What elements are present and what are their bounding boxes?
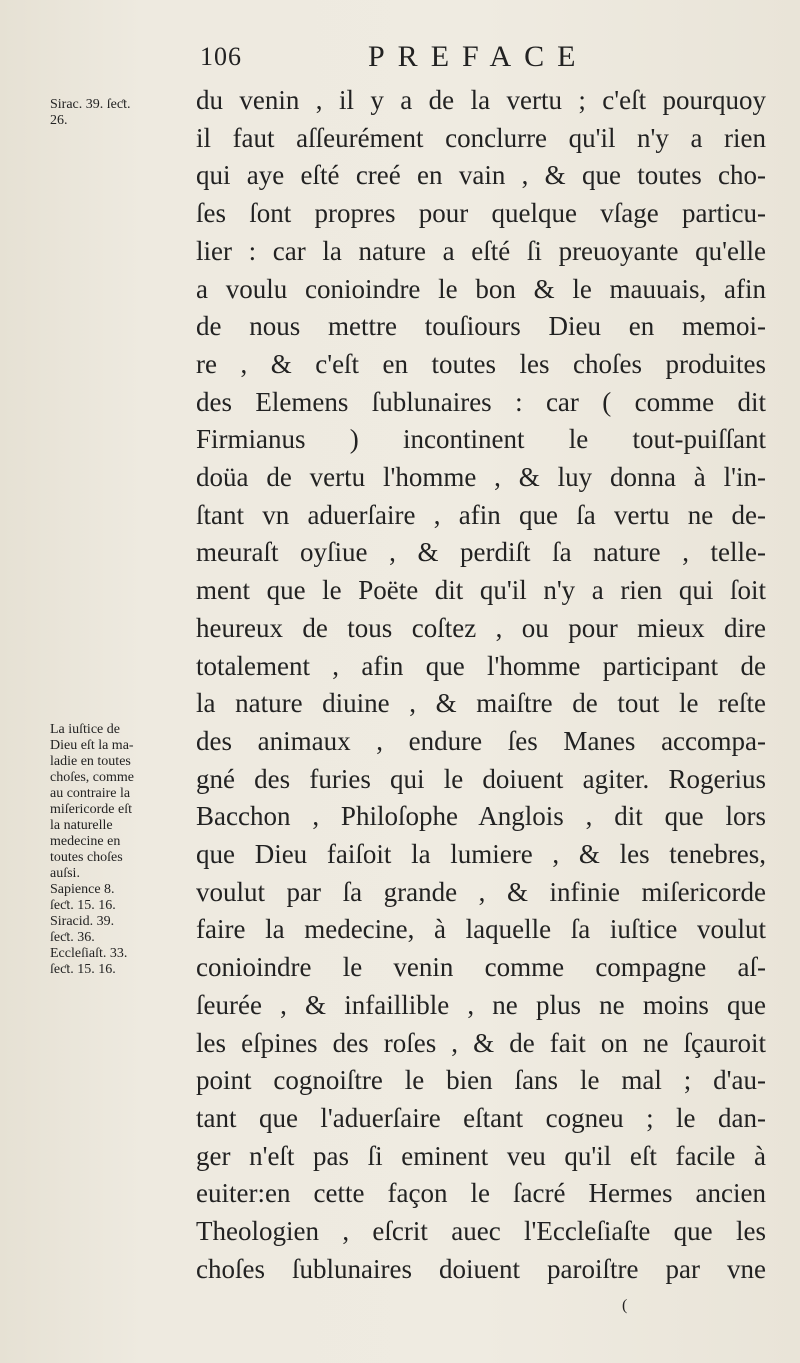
text-line: choſes ſublunaires doiuent paroiſtre par vne [196, 1253, 766, 1284]
text-line: meuraſt oyſiue , & perdiſt ſa nature , telle- [196, 537, 766, 568]
margin-note-line: medecine en [50, 834, 121, 849]
catchword: ( [622, 1297, 628, 1314]
margin-note-line: ſeƈt. 15. 16. [50, 898, 116, 913]
text-line: tant que l'aduerſaire eſtant cogneu ; le dan- [196, 1102, 766, 1133]
margin-note-line: 26. [50, 113, 68, 128]
text-line: lier : car la nature a eſté ſi preuoyante qu'elle [196, 235, 766, 266]
page-header [190, 40, 750, 80]
margin-note-line: ladie en toutes [50, 754, 131, 769]
text-line: gné des furies qui le doiuent agiter. Rogerius [196, 763, 766, 794]
text-line: la nature diuine , & maiſtre de tout le reſte [196, 688, 766, 719]
margin-note-line: toutes choſes [50, 850, 123, 865]
text-line: que Dieu faiſoit la lumiere , & les tenebres, [196, 839, 766, 870]
page-number: 106 [200, 42, 242, 71]
text-line: ſtant vn aduerſaire , afin que ſa vertu ne de- [196, 499, 766, 530]
body-text [196, 82, 766, 1289]
margin-note-iustice [50, 722, 192, 978]
text-line: du venin , il y a de la vertu ; c'eſt pourquoy [196, 85, 766, 115]
text-line: voulut par ſa grande , & infinie miſericorde [196, 876, 766, 907]
running-title: PREFACE [368, 40, 589, 73]
text-line: totalement , afin que l'homme participant de [196, 650, 766, 681]
margin-note-sirac [50, 97, 192, 129]
margin-note-line: Eccleſiaſt. 33. [50, 946, 128, 961]
text-line: re , & c'eſt en toutes les choſes produites [196, 348, 766, 379]
margin-note-line: auſsi. [50, 866, 80, 881]
text-line: ment que le Poëte dit qu'il n'y a rien qui ſoit [196, 575, 766, 606]
text-line: doüa de vertu l'homme , & luy donna à l'in- [196, 462, 766, 493]
text-line: des Elemens ſublunaires : car ( comme dit [196, 386, 766, 417]
text-line: Bacchon , Philoſophe Anglois , dit que lors [196, 801, 766, 832]
text-line: conioindre le venin comme compagne aſ- [196, 952, 766, 983]
text-line: Firmianus ) incontinent le tout-puiſſant [196, 424, 766, 455]
text-line: qui aye eſté creé en vain , & que toutes cho- [196, 160, 766, 191]
text-line: il faut aſſeurément conclurre qu'il n'y a rien [196, 122, 766, 153]
margin-note-line: choſes, comme [50, 770, 134, 785]
text-line: ger n'eſt pas ſi eminent veu qu'il eſt facile à [196, 1140, 766, 1171]
text-line: a voulu conioindre le bon & le mauuais, afin [196, 273, 766, 304]
margin-note-line: ſeƈt. 15. 16. [50, 962, 116, 977]
margin-note-line: La iuſtice de [50, 722, 120, 737]
text-line: euiter:en cette façon le ſacré Hermes ancien [196, 1178, 766, 1209]
text-line: Theologien , eſcrit auec l'Eccleſiaſte que les [196, 1216, 766, 1247]
margin-note-line: Sapience 8. [50, 882, 115, 897]
margin-note-line: Sirac. 39. ſeƈt. [50, 97, 131, 112]
text-line: les eſpines des roſes , & de fait on ne ſçauroit [196, 1027, 766, 1058]
margin-note-line: Siracid. 39. [50, 914, 115, 929]
text-line: ſeurée , & infaillible , ne plus ne moins que [196, 989, 766, 1020]
margin-note-line: au contraire la [50, 786, 131, 801]
margin-note-line: la naturelle [50, 818, 113, 833]
text-line: des animaux , endure ſes Manes accompa- [196, 725, 766, 756]
margin-note-line: Dieu eſt la ma- [50, 738, 134, 753]
margin-note-line: miſericorde eſt [50, 802, 133, 817]
text-line: point cognoiſtre le bien ſans le mal ; d'au- [196, 1065, 766, 1096]
text-line: de nous mettre touſiours Dieu en memoi- [196, 311, 766, 342]
margin-note-line: ſeƈt. 36. [50, 930, 95, 945]
text-line: ſes ſont propres pour quelque vſage particu- [196, 198, 766, 229]
text-line: faire la medecine, à laquelle ſa iuſtice voulut [196, 914, 766, 945]
text-line: heureux de tous coſtez , ou pour mieux dire [196, 612, 766, 643]
